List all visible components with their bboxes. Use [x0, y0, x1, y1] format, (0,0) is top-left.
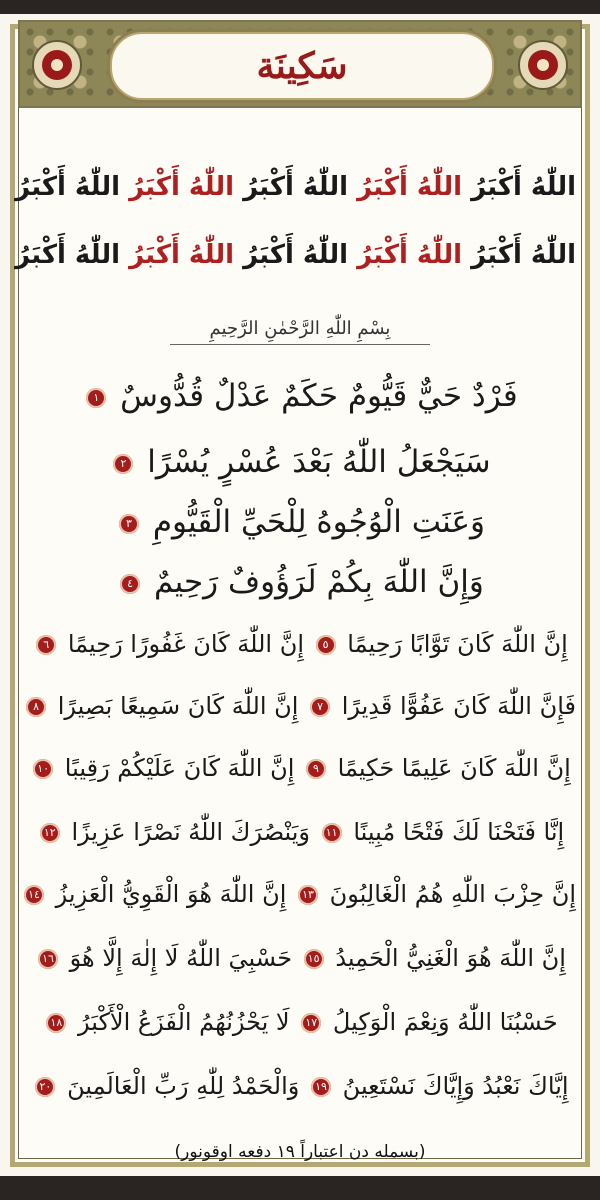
- takbir-phrase: اللّٰهُ أَكْبَرُ: [471, 240, 576, 270]
- page-title: سَكِينَة: [256, 45, 348, 87]
- verse-number-marker: ١: [86, 388, 106, 408]
- takbir-phrase: اللّٰهُ أَكْبَرُ: [357, 172, 462, 202]
- verse-number-marker: ١٩: [311, 1077, 331, 1097]
- verse-number-marker: ٦: [36, 635, 56, 655]
- takbir-row-2: [15, 240, 576, 270]
- takbir-phrase: اللّٰهُ أَكْبَرُ: [15, 172, 120, 202]
- verse-text: إِنَّ اللّٰهَ كَانَ سَمِيعًا بَصِيرًا: [57, 692, 299, 720]
- verse-text: حَسْبِيَ اللّٰهُ لَا إِلٰهَ إِلَّا هُوَ: [69, 944, 293, 972]
- verse-number-marker: ٤: [120, 574, 140, 594]
- verse-number-marker: ٣: [119, 514, 139, 534]
- verse-pair-line: [24, 944, 576, 972]
- verse-number-marker: ٩: [306, 759, 326, 779]
- rosette-right-icon: [516, 38, 570, 92]
- verse-text: فَإِنَّ اللّٰهَ كَانَ عَفُوًّا قَدِيرًا: [341, 692, 576, 720]
- verse-line: [24, 444, 576, 480]
- footnote: (بسمله دن اعتباراً ١٩ دفعه اوقونور): [174, 1142, 426, 1162]
- verse-pair-line: [24, 880, 576, 908]
- verse-number-marker: ٧: [310, 697, 330, 717]
- verse-line: [24, 564, 576, 600]
- verse-text: حَسْبُنَا اللّٰهُ وَنِعْمَ الْوَكِيلُ: [332, 1008, 558, 1036]
- takbir-phrase: اللّٰهُ أَكْبَرُ: [129, 172, 234, 202]
- verse-text: إِنَّ اللّٰهَ هُوَ الْقَوِيُّ الْعَزِيزُ: [55, 880, 287, 908]
- verse-number-marker: ٢٠: [35, 1077, 55, 1097]
- takbir-phrase: اللّٰهُ أَكْبَرُ: [357, 240, 462, 270]
- verse-number-marker: ١٨: [46, 1013, 66, 1033]
- verse-text: وَإِنَّ اللّٰهَ بِكُمْ لَرَؤُوفٌ رَحِيمٌ: [154, 564, 484, 600]
- ornamental-header: [18, 20, 582, 108]
- verse-number-marker: ٢: [113, 454, 133, 474]
- verse-number-marker: ١٦: [38, 949, 58, 969]
- verse-text: إِنَّ اللّٰهَ كَانَ عَلَيْكُمْ رَقِيبًا: [64, 754, 295, 782]
- takbir-phrase: اللّٰهُ أَكْبَرُ: [15, 240, 120, 270]
- verse-number-marker: ١٣: [298, 885, 318, 905]
- verse-text: إِنَّ اللّٰهَ كَانَ عَلِيمًا حَكِيمًا: [337, 754, 571, 782]
- verse-number-marker: ١٤: [24, 885, 44, 905]
- verse-text: إِيَّاكَ نَعْبُدُ وَإِيَّاكَ نَسْتَعِينُ: [342, 1072, 569, 1100]
- verse-text: سَيَجْعَلُ اللّٰهُ بَعْدَ عُسْرٍ يُسْرًا: [147, 444, 491, 480]
- verse-text: وَيَنْصُرَكَ اللّٰهُ نَصْرًا عَزِيزًا: [71, 818, 311, 846]
- verse-number-marker: ٥: [316, 635, 336, 655]
- bottom-bar: [0, 1176, 600, 1200]
- verse-pair-line: [24, 754, 576, 782]
- top-bar: [0, 0, 600, 14]
- takbir-phrase: اللّٰهُ أَكْبَرُ: [471, 172, 576, 202]
- verse-number-marker: ١٠: [33, 759, 53, 779]
- verse-number-marker: ١٢: [40, 823, 60, 843]
- verse-pair-line: [24, 1008, 576, 1036]
- verse-line: [24, 504, 576, 540]
- verse-number-marker: ١٧: [301, 1013, 321, 1033]
- takbir-phrase: اللّٰهُ أَكْبَرُ: [243, 172, 348, 202]
- verse-text: لَا يَحْزُنُهُمُ الْفَزَعُ الْأَكْبَرُ: [77, 1008, 290, 1036]
- basmala-underline: [170, 344, 430, 345]
- rosette-left-icon: [30, 38, 84, 92]
- takbir-phrase: اللّٰهُ أَكْبَرُ: [243, 240, 348, 270]
- verse-number-marker: ١١: [322, 823, 342, 843]
- verse-text: إِنَّ حِزْبَ اللّٰهِ هُمُ الْغَالِبُونَ: [329, 880, 576, 908]
- verse-text: إِنَّ اللّٰهَ كَانَ تَوَّابًا رَحِيمًا: [347, 630, 568, 658]
- verse-text: فَرْدٌ حَيٌّ قَيُّومٌ حَكَمٌ عَدْلٌ قُدُّوسٌ: [120, 378, 518, 414]
- basmala: بِسْمِ اللّٰهِ الرَّحْمٰنِ الرَّحِيمِ: [209, 318, 391, 339]
- verse-number-marker: ٨: [26, 697, 46, 717]
- verse-pair-line: [24, 630, 576, 658]
- takbir-row-1: [15, 172, 576, 202]
- verse-pair-line: [24, 1072, 576, 1100]
- verse-text: إِنَّا فَتَحْنَا لَكَ فَتْحًا مُبِينًا: [353, 818, 565, 846]
- verse-line: [24, 378, 576, 414]
- verse-text: وَعَنَتِ الْوُجُوهُ لِلْحَيِّ الْقَيُّومِ: [152, 504, 486, 540]
- verse-number-marker: ١٥: [304, 949, 324, 969]
- takbir-phrase: اللّٰهُ أَكْبَرُ: [129, 240, 234, 270]
- verse-text: إِنَّ اللّٰهَ هُوَ الْغَنِيُّ الْحَمِيدُ: [335, 944, 566, 972]
- verse-pair-line: [24, 692, 576, 720]
- verse-pair-line: [24, 818, 576, 846]
- verse-text: إِنَّ اللّٰهَ كَانَ غَفُورًا رَحِيمًا: [67, 630, 304, 658]
- title-plate: [110, 32, 494, 100]
- verse-text: وَالْحَمْدُ لِلّٰهِ رَبِّ الْعَالَمِينَ: [67, 1072, 300, 1100]
